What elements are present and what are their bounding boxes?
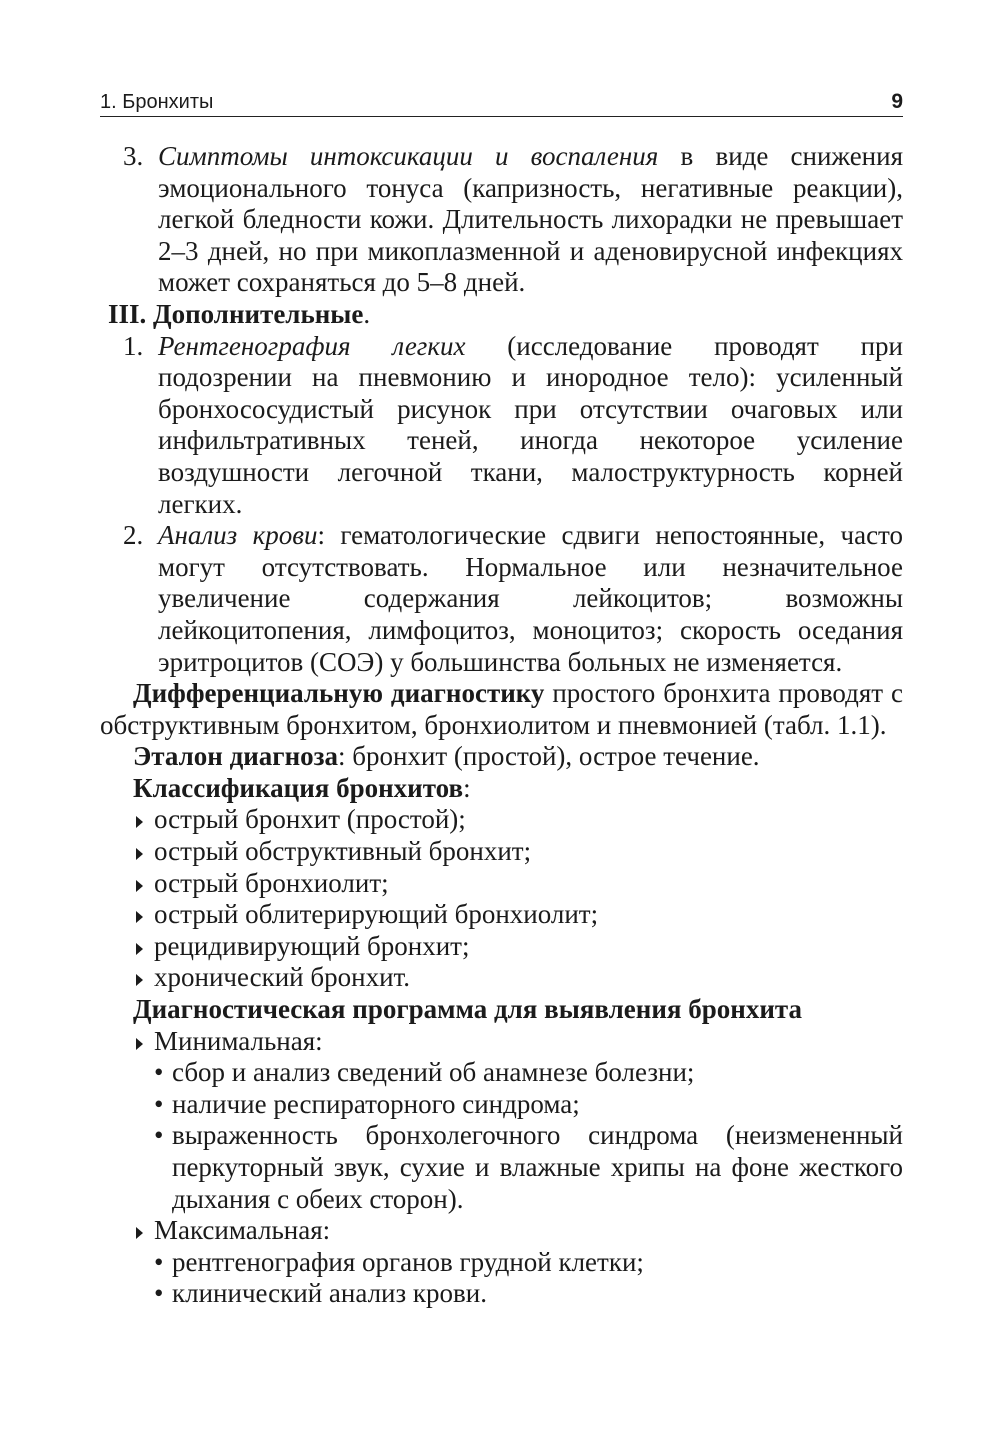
list-item: хронический бронхит. [132,962,903,994]
program-minimal-label: Минимальная: [154,1025,323,1056]
item-italic-term: Рентгенография легких [158,330,466,361]
etalon-bold: Эталон диагноза [133,741,338,772]
classification-list [100,804,903,994]
program-maximal-label: Максимальная: [154,1215,331,1246]
item-text: : гематологические сдвиги непостоянные, часто могут отсутствовать. Нормальное или незначительное увеличение содержания лейкоцитов; возможны лейкоцитопения, лимфоцитоз, моноцитоз; скорость оседания эритроцитов (СОЭ) у большинства больных не изменяется. [158,520,903,677]
list-item-xray [100,331,903,521]
program-minimal-list [154,1057,903,1215]
differential-paragraph [100,678,903,741]
running-header [100,90,903,117]
item-italic-term: Симптомы интоксикации и воспаления [158,141,659,171]
list-item-blood-test [100,520,903,678]
classification-heading [100,773,903,805]
list-item: острый бронхит (простой); [132,804,903,836]
list-item: • рентгенография органов грудной клетки; [154,1247,903,1279]
list-item: • сбор и анализ сведений об анамнезе болезни; [154,1057,903,1089]
item-text: (исследование проводят при подозрении на пневмонию и инородное тело): усиленный бронхососудистый рисунок при отсутствии очаговых или инфильтративных теней, иногда некоторое усиление воздушности легочной ткани, малоструктурность корней легких. [158,330,903,519]
page-body [100,141,903,1310]
etalon-paragraph [100,741,903,773]
etalon-text: : бронхит (простой), острое течение. [337,741,760,772]
list-item-number: 3. [123,141,144,171]
program-minimal [132,1026,903,1216]
classification-suffix: : [463,772,471,803]
program-maximal-list [154,1247,903,1310]
list-item: острый облитерирующий бронхиолит; [132,899,903,931]
list-item-number: 2. [123,520,144,551]
list-item: острый бронхиолит; [132,868,903,900]
list-item-intoxication [100,141,903,299]
classification-bold: Классификация бронхитов [133,772,464,803]
running-header-title: 1. Бронхиты [100,91,214,113]
section-heading-title: III. Дополнительные [108,298,364,329]
program-maximal [132,1215,903,1310]
item-italic-term: Анализ крови [158,520,318,551]
page-number: 9 [891,90,903,113]
program-list [100,1026,903,1310]
list-item: • наличие респираторного синдрома; [154,1089,903,1121]
list-item: острый обструктивный бронхит; [132,836,903,868]
section-heading-suffix: . [363,298,371,329]
list-item: • выраженность бронхолегочного синдрома (неизмененный перкуторный звук, сухие и влажные хрипы на фоне жесткого дыхания с обеих сторон). [154,1120,903,1215]
program-heading: Диагностическая программа для выявления бронхита [133,994,802,1025]
book-page [100,90,903,1310]
section-heading [100,299,903,331]
list-item-number: 1. [123,330,144,361]
item-text: в виде снижения эмоционального тонуса (капризность, негативные реакции), легкой бледности кожи. Длительность лихорадки не превышает 2–3 дней, но при микоплазменной и аденовирусной инфекциях может сохраняться до 5–8 дней. [158,141,904,298]
differential-text: простого бронхита проводят с обструктивным бронхитом, бронхиолитом и пневмонией (табл. 1.1). [100,678,903,740]
list-item: рецидивирующий бронхит; [132,931,903,963]
differential-bold: Дифференциальную диагностику [133,678,545,709]
list-item: • клинический анализ крови. [154,1278,903,1310]
